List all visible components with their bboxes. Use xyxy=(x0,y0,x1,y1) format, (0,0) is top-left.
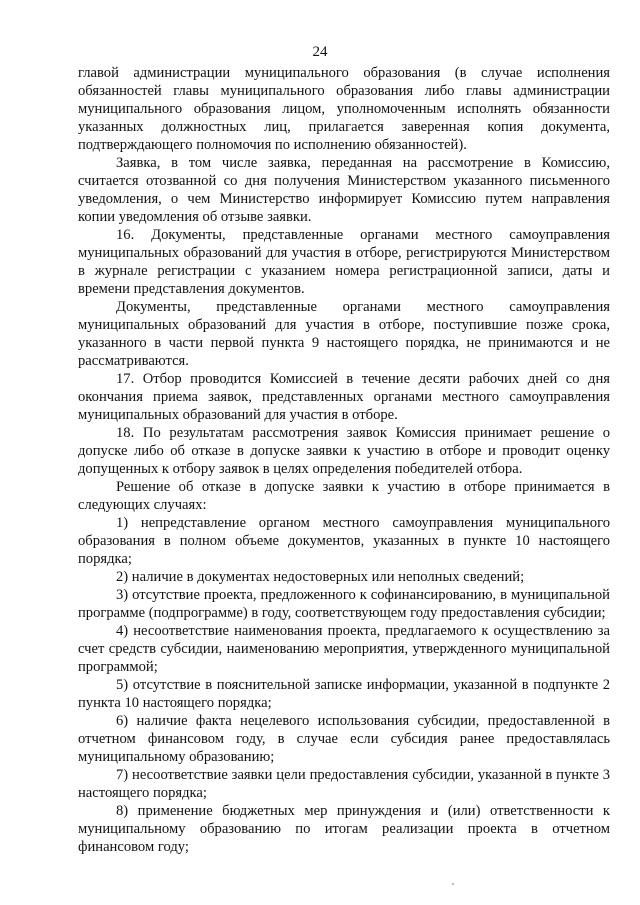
list-item-1: 1) непредставление органом местного самоуправления муниципального образования в полном объеме документов, указанных в пункте 10 настоящего порядка; xyxy=(78,515,610,567)
list-item-8: 8) применение бюджетных мер принуждения и (или) ответственности к муниципальному образованию по итогам реализации проекта в отчетном финансовом году; xyxy=(78,803,610,855)
list-item-2: 2) наличие в документах недостоверных или неполных сведений; xyxy=(116,569,525,585)
list-item-3: 3) отсутствие проекта, предложенного к софинансированию, в муниципальной программе (подпрограмме) в году, соответствующем году предоставления субсидии; xyxy=(78,587,610,621)
paragraph-continuation: главой администрации муниципального образования (в случае исполнения обязанностей главы муниципального образования либо главы администрации муниципального образования лицом, уполномоченным исполнять обязанности указанных должностных лиц, прилагается заверенная копия документа, подтверждающего полномочия по исполнению обязанностей). xyxy=(78,65,610,153)
list-item-4: 4) несоответствие наименования проекта, предлагаемого к осуществлению за счет средств субсидии, наименованию мероприятия, утвержденного муниципальной программой; xyxy=(78,623,610,675)
paragraph-item-17: 17. Отбор проводится Комиссией в течение десяти рабочих дней со дня окончания приема заявок, представленных органами местного самоуправления муниципальных образований для участия в отборе. xyxy=(78,371,610,423)
page-number: 24 xyxy=(312,44,328,60)
scan-speck xyxy=(452,883,454,885)
paragraph: Документы, представленные органами местного самоуправления муниципальных образований для участия в отборе, поступившие позже срока, указанного в части первой пункта 9 настоящего порядка, не принимаются и не рассматриваются. xyxy=(78,299,610,369)
list-item-7: 7) несоответствие заявки цели предоставления субсидии, указанной в пункте 3 настоящего порядка; xyxy=(78,767,610,801)
document-body xyxy=(78,64,610,856)
list-item-5: 5) отсутствие в пояснительной записке информации, указанной в подпункте 2 пункта 10 настоящего порядка; xyxy=(78,677,610,711)
paragraph: Заявка, в том числе заявка, переданная на рассмотрение в Комиссию, считается отозванной со дня получения Министерством указанного письменного уведомления, о чем Министерство информирует Комиссию путем направления копии уведомления об отзыве заявки. xyxy=(78,155,610,225)
list-item-6: 6) наличие факта нецелевого использования субсидии, предоставленной в отчетном финансовом году, в случае если субсидия ранее предоставлялась муниципальному образованию; xyxy=(78,713,610,765)
paragraph: Решение об отказе в допуске заявки к участию в отборе принимается в следующих случаях: xyxy=(78,479,610,513)
paragraph-item-16: 16. Документы, представленные органами местного самоуправления муниципальных образований для участия в отборе, регистрируются Министерством в журнале регистрации с указанием номера регистрационной записи, даты и времени представления документов. xyxy=(78,227,610,297)
paragraph-item-18: 18. По результатам рассмотрения заявок Комиссия принимает решение о допуске либо об отказе в допуске заявки к участию в отборе и проводит оценку допущенных к отбору заявок в целях определения победителей отбора. xyxy=(78,425,610,477)
